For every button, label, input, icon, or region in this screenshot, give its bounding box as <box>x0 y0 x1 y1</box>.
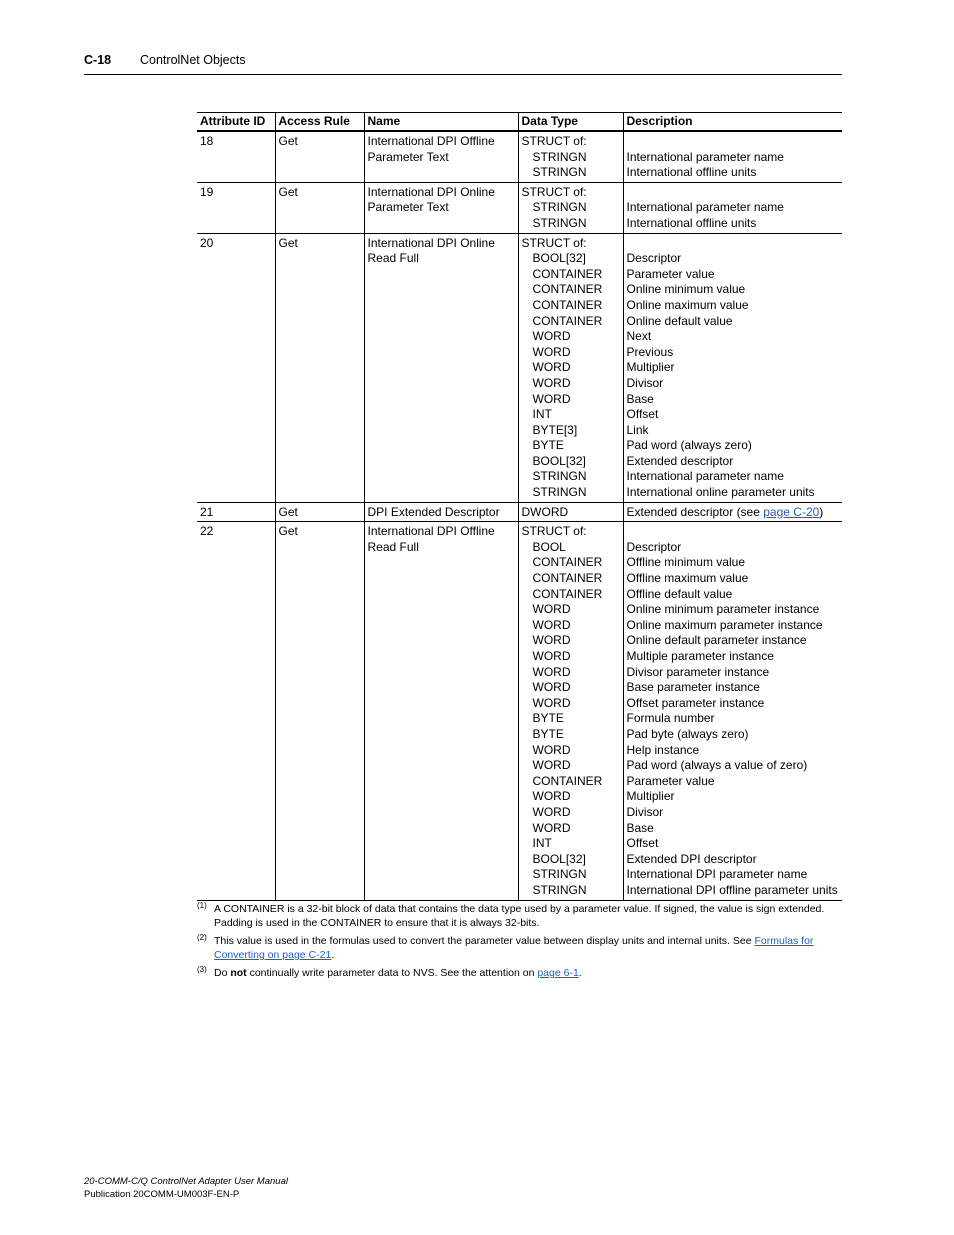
access-rule: Get <box>278 134 298 148</box>
footnote-text: A CONTAINER is a 32-bit block of data that contains the data type used by a parameter value. If signed, the value is sign extended. Padding is used in the CONTAINER to ensure that it is always 32-bits. <box>214 903 825 929</box>
footnote-emphasis: not <box>230 967 247 979</box>
description-line: Extended descriptor <box>626 453 734 468</box>
description-line: Multiplier <box>626 789 675 804</box>
column-header: Data Type <box>518 113 623 132</box>
description-line: Online minimum parameter instance <box>626 602 820 617</box>
footnote-text: continually write parameter data to NVS. See the attention on <box>246 967 538 979</box>
page-number: C-18 <box>84 53 112 67</box>
name-cell <box>364 182 518 233</box>
name-cell <box>364 502 518 522</box>
data-type-line: STRUCT of: <box>521 524 587 539</box>
description-line: International DPI offline parameter units <box>626 882 838 897</box>
data-type-line: STRINGN <box>532 867 587 882</box>
attribute-name-line: International DPI Online <box>367 235 495 250</box>
data-type-line: BYTE <box>532 711 564 726</box>
attribute-id: 22 <box>200 524 214 539</box>
data-type-line: WORD <box>532 820 571 835</box>
description-line: Parameter value <box>626 773 715 788</box>
description-line <box>627 185 840 201</box>
description-line: Base parameter instance <box>626 680 760 695</box>
data-type-line: INT <box>532 407 552 422</box>
data-type-line: CONTAINER <box>532 555 603 570</box>
access-rule: Get <box>278 235 298 250</box>
data-type-line: STRUCT of: <box>521 134 587 148</box>
access-rule-cell <box>275 182 364 233</box>
description-line: International DPI parameter name <box>626 867 808 882</box>
data-type-line: BOOL[32] <box>532 453 586 468</box>
data-type-line: CONTAINER <box>532 266 603 281</box>
attribute-id-cell <box>197 502 275 522</box>
attribute-id-cell <box>197 522 275 900</box>
data-type-line: STRINGN <box>532 469 587 484</box>
data-type-line: WORD <box>532 789 571 804</box>
description-line: International offline units <box>626 165 757 180</box>
description-line: Pad word (always zero) <box>626 438 752 453</box>
description-line: Offset <box>626 836 659 851</box>
attribute-id: 21 <box>200 504 214 519</box>
description-line: Online maximum parameter instance <box>626 617 823 632</box>
description-line: Formula number <box>626 711 715 726</box>
data-type-line: STRINGN <box>532 200 587 215</box>
column-header: Attribute ID <box>197 113 275 132</box>
footnote-text-end: . <box>331 949 335 961</box>
description-line: International parameter name <box>626 200 784 215</box>
footnote-marker: (1) <box>197 901 207 910</box>
data-type-line: WORD <box>532 375 571 390</box>
data-type-line: WORD <box>532 633 571 648</box>
data-type-line: STRINGN <box>532 149 587 164</box>
access-rule: Get <box>278 504 298 519</box>
data-type-line: WORD <box>532 329 571 344</box>
data-type-line: CONTAINER <box>532 313 603 328</box>
data-type-line: BYTE <box>532 438 564 453</box>
section-title: ControlNet Objects <box>140 53 246 67</box>
footnote-marker: (3) <box>197 965 207 974</box>
description-line: Online minimum value <box>626 282 746 297</box>
page-c20-link[interactable]: page C-20 <box>763 504 820 519</box>
table-row <box>197 233 842 502</box>
column-header: Access Rule <box>275 113 364 132</box>
data-type-line: BOOL[32] <box>532 251 586 266</box>
description-line <box>627 524 840 540</box>
footnotes <box>197 902 842 984</box>
description-text-end: ) <box>819 504 824 519</box>
description-line: Online default value <box>626 313 733 328</box>
data-type-line: BYTE[3] <box>532 422 578 437</box>
access-rule-cell <box>275 502 364 522</box>
data-type-cell <box>518 502 623 522</box>
data-type-line: CONTAINER <box>532 282 603 297</box>
data-type-line: WORD <box>532 360 571 375</box>
attribute-table <box>197 112 842 901</box>
description-cell <box>623 522 842 900</box>
description-line <box>627 134 840 150</box>
data-type-line: STRUCT of: <box>521 184 587 199</box>
data-type-line: BOOL <box>532 539 566 554</box>
footnote-3 <box>197 966 842 980</box>
description-line: Multiplier <box>626 360 675 375</box>
description-line: Offset parameter instance <box>626 695 765 710</box>
data-type-line: STRINGN <box>532 215 587 230</box>
manual-title: 20-COMM-C/Q ControlNet Adapter User Manual <box>84 1176 288 1187</box>
attribute-id-cell <box>197 233 275 502</box>
data-type-line: WORD <box>532 344 571 359</box>
attribute-id: 19 <box>200 184 214 199</box>
data-type-line: BYTE <box>532 726 564 741</box>
footnote-text: This value is used in the formulas used to convert the parameter value between display units and internal units. See <box>214 935 755 947</box>
name-cell <box>364 233 518 502</box>
description-line: Parameter value <box>626 266 715 281</box>
access-rule-cell <box>275 233 364 502</box>
access-rule: Get <box>278 184 298 199</box>
description-line: Online maximum value <box>626 297 749 312</box>
description-line <box>627 236 840 252</box>
description-line: Multiple parameter instance <box>626 649 774 663</box>
footnote-1 <box>197 902 842 930</box>
description-line: International parameter name <box>626 149 784 164</box>
description-line <box>627 505 840 521</box>
data-type-line: STRUCT of: <box>521 235 587 250</box>
description-line: Divisor parameter instance <box>626 664 770 679</box>
description-cell <box>623 131 842 182</box>
description-line: Offline maximum value <box>626 571 749 586</box>
description-line: Divisor <box>626 804 664 819</box>
footnote-marker: (2) <box>197 933 207 942</box>
access-rule: Get <box>278 524 298 539</box>
attribute-id: 18 <box>200 134 214 148</box>
name-cell <box>364 522 518 900</box>
description-line: International online parameter units <box>626 485 815 500</box>
data-type-line: WORD <box>532 695 571 710</box>
data-type-cell <box>518 233 623 502</box>
data-type-cell <box>518 131 623 182</box>
data-type-line: WORD <box>532 664 571 679</box>
data-type-line: WORD <box>532 602 571 617</box>
column-header: Description <box>623 113 842 132</box>
description-line: Online default parameter instance <box>626 633 807 648</box>
data-type-line: STRINGN <box>532 485 587 500</box>
description-line: Previous <box>626 344 674 359</box>
name-cell <box>364 131 518 182</box>
description-line: Help instance <box>626 742 700 757</box>
description-line: Link <box>626 422 649 437</box>
description-cell <box>623 182 842 233</box>
description-line: Descriptor <box>626 251 682 266</box>
attribute-name-line: Parameter Text <box>367 149 449 164</box>
data-type-line: CONTAINER <box>532 586 603 601</box>
description-text: Extended descriptor (see <box>626 504 764 519</box>
formulas-link[interactable]: Formulas for Converting on page C-21 <box>214 935 814 961</box>
attribute-name-line: International DPI Offline <box>367 524 495 539</box>
description-cell <box>623 233 842 502</box>
data-type-line: WORD <box>532 680 571 695</box>
data-type-line: CONTAINER <box>532 773 603 788</box>
attribute-id: 20 <box>200 235 214 250</box>
description-line: Divisor <box>626 375 664 390</box>
page-header <box>84 52 842 75</box>
data-type-line: WORD <box>532 742 571 757</box>
description-line: Offline minimum value <box>626 555 745 570</box>
table-row <box>197 502 842 522</box>
data-type-line: STRINGN <box>532 165 587 180</box>
table-row <box>197 522 842 900</box>
data-type-line: STRINGN <box>532 882 587 897</box>
description-line: Next <box>626 329 652 344</box>
description-line: Pad byte (always zero) <box>626 726 749 741</box>
attribute-name-line: Read Full <box>367 251 419 266</box>
description-line: International offline units <box>626 215 757 230</box>
footnote-text-end: . <box>578 967 582 979</box>
attribute-name-line: International DPI Offline <box>367 134 495 148</box>
description-line: International parameter name <box>626 469 784 484</box>
data-type-line: WORD <box>532 804 571 819</box>
data-type-line: WORD <box>532 391 571 406</box>
attribute-id-cell <box>197 131 275 182</box>
data-type-line: WORD <box>532 649 571 663</box>
attribute-name-line: International DPI Online <box>367 184 495 199</box>
description-line: Descriptor <box>626 539 682 554</box>
data-type-line: CONTAINER <box>532 571 603 586</box>
data-type-line: BOOL[32] <box>532 851 586 866</box>
page-6-1-link[interactable]: page 6-1 <box>537 967 579 979</box>
description-line: Base <box>626 391 654 406</box>
footnote-2 <box>197 934 842 962</box>
access-rule-cell <box>275 522 364 900</box>
column-header: Name <box>364 113 518 132</box>
description-cell <box>623 502 842 522</box>
page-footer <box>84 1175 288 1201</box>
data-type-line: DWORD <box>521 504 569 519</box>
footnote-text-start: Do <box>214 967 231 979</box>
attribute-name-line: Parameter Text <box>367 200 449 215</box>
attribute-id-cell <box>197 182 275 233</box>
table-row <box>197 182 842 233</box>
description-line: Pad word (always a value of zero) <box>626 758 808 773</box>
publication-number: Publication 20COMM-UM003F-EN-P <box>84 1189 240 1200</box>
table-header-row <box>197 113 842 132</box>
data-type-line: WORD <box>532 617 571 632</box>
data-type-cell <box>518 522 623 900</box>
data-type-line: WORD <box>532 758 571 773</box>
access-rule-cell <box>275 131 364 182</box>
data-type-cell <box>518 182 623 233</box>
attribute-name-line: DPI Extended Descriptor <box>367 504 500 519</box>
data-type-line: INT <box>532 836 552 851</box>
description-line: Offset <box>626 407 659 422</box>
description-line: Base <box>626 820 654 835</box>
description-line: Extended DPI descriptor <box>626 851 757 866</box>
attribute-name-line: Read Full <box>367 539 419 554</box>
data-type-line: CONTAINER <box>532 297 603 312</box>
table-row <box>197 131 842 182</box>
description-line: Offline default value <box>626 586 733 601</box>
